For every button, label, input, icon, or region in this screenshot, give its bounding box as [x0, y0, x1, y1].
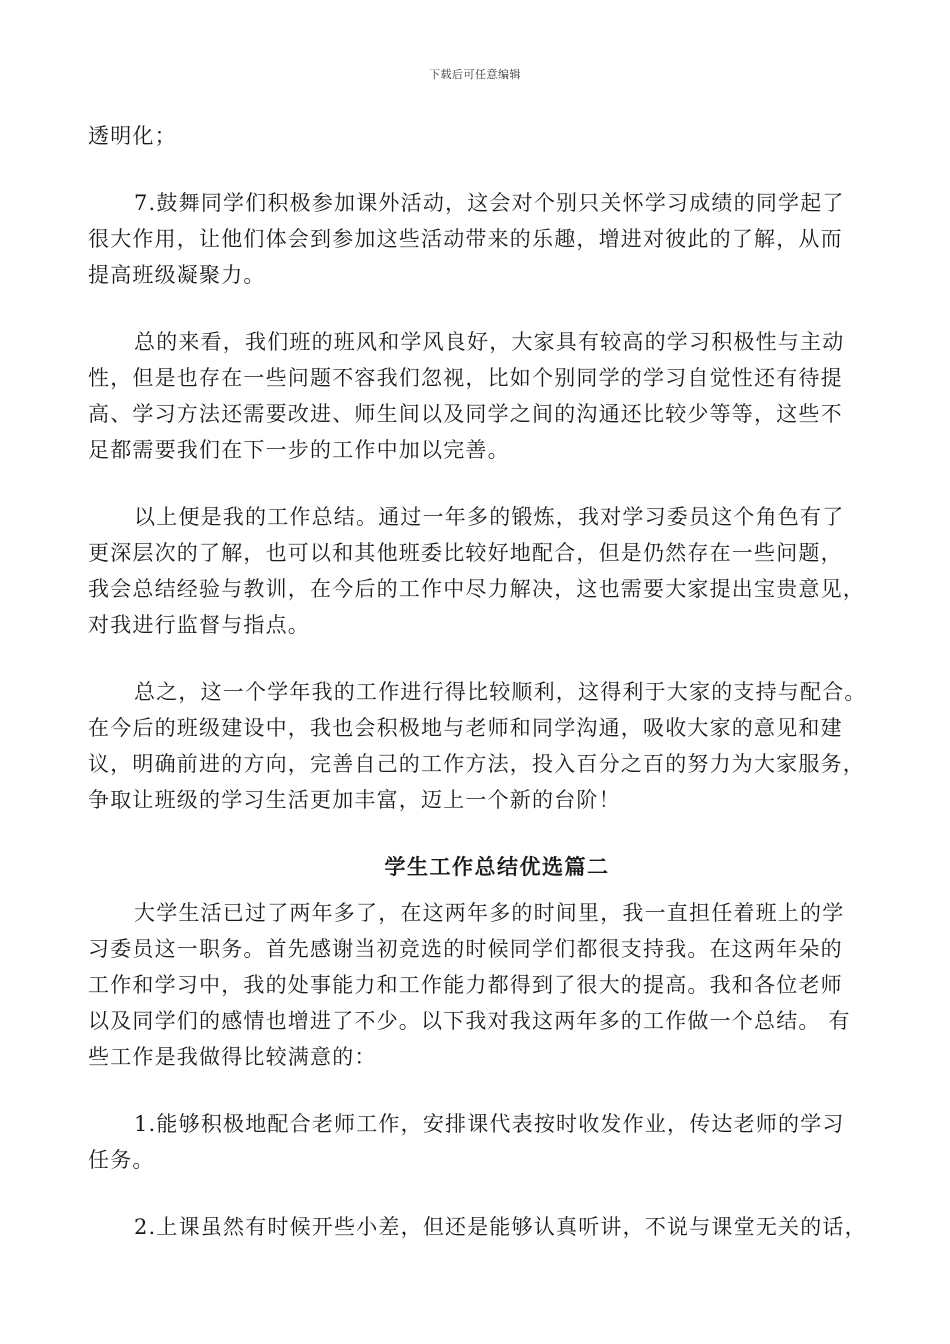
text-line: 1.能够积极地配合老师工作，安排课代表按时收发作业，传达老师的学习 [134, 1112, 845, 1136]
paragraph [88, 499, 866, 643]
document-body [88, 118, 866, 1245]
text-line: 争取让班级的学习生活更加丰富，迈上一个新的台阶！ [88, 788, 621, 812]
text-line: 议，明确前进的方向，完善自己的工作方法，投入百分之百的努力为大家服务， [88, 752, 865, 776]
text-line: 足都需要我们在下一步的工作中加以完善。 [88, 438, 510, 462]
text-line: 以上便是我的工作总结。通过一年多的锻炼，我对学习委员这个角色有了 [134, 505, 845, 529]
text-line: 提高班级凝聚力。 [88, 263, 266, 287]
paragraph [88, 674, 866, 818]
paragraph [88, 185, 866, 293]
text-line: 以及同学们的感情也增进了不少。以下我对我这两年多的工作做一个总结。 有 [88, 1009, 851, 1033]
text-line: 在今后的班级建设中，我也会积极地与老师和同学沟通，吸收大家的意见和建 [88, 716, 843, 740]
paragraph [88, 1106, 866, 1178]
text-line: 总的来看，我们班的班风和学风良好，大家具有较高的学习积极性与主动 [134, 330, 845, 354]
text-line: 2.上课虽然有时候开些小差，但还是能够认真听讲，不说与课堂无关的话， [134, 1215, 867, 1239]
section-heading: 学生工作总结优选篇二 [384, 854, 610, 879]
text-line: 更深层次的了解，也可以和其他班委比较好地配合，但是仍然存在一些问题， [88, 541, 843, 565]
text-line: 我会总结经验与教训，在今后的工作中尽力解决，这也需要大家提出宝贵意见， [88, 577, 865, 601]
text-line: 工作和学习中，我的处事能力和工作能力都得到了很大的提高。我和各位老师 [88, 973, 843, 997]
paragraph [88, 895, 866, 1075]
text-line: 任务。 [88, 1148, 155, 1172]
text-line: 大学生活已过了两年多了，在这两年多的时间里，我一直担任着班上的学 [134, 901, 845, 925]
text-line: 7.鼓舞同学们积极参加课外活动，这会对个别只关怀学习成绩的同学起了 [134, 191, 845, 215]
text-line: 很大作用，让他们体会到参加这些活动带来的乐趣，增进对彼此的了解，从而 [88, 227, 843, 251]
page-header: 下载后可任意编辑 [429, 68, 521, 81]
text-line: 对我进行监督与指点。 [88, 613, 310, 637]
paragraph [88, 324, 866, 468]
text-line: 总之，这一个学年我的工作进行得比较顺利，这得利于大家的支持与配合。 [134, 680, 867, 704]
paragraph [88, 1209, 866, 1245]
text-line: 性，但是也存在一些问题不容我们忽视，比如个别同学的学习自觉性还有待提 [88, 366, 843, 390]
paragraph [88, 118, 866, 154]
text-line: 些工作是我做得比较满意的： [88, 1045, 377, 1069]
text-line: 高、学习方法还需要改进、师生间以及同学之间的沟通还比较少等等，这些不 [88, 402, 843, 426]
text-line: 习委员这一职务。首先感谢当初竞选的时候同学们都很支持我。在这两年朵的 [88, 937, 843, 961]
text-line: 透明化； [88, 124, 177, 148]
